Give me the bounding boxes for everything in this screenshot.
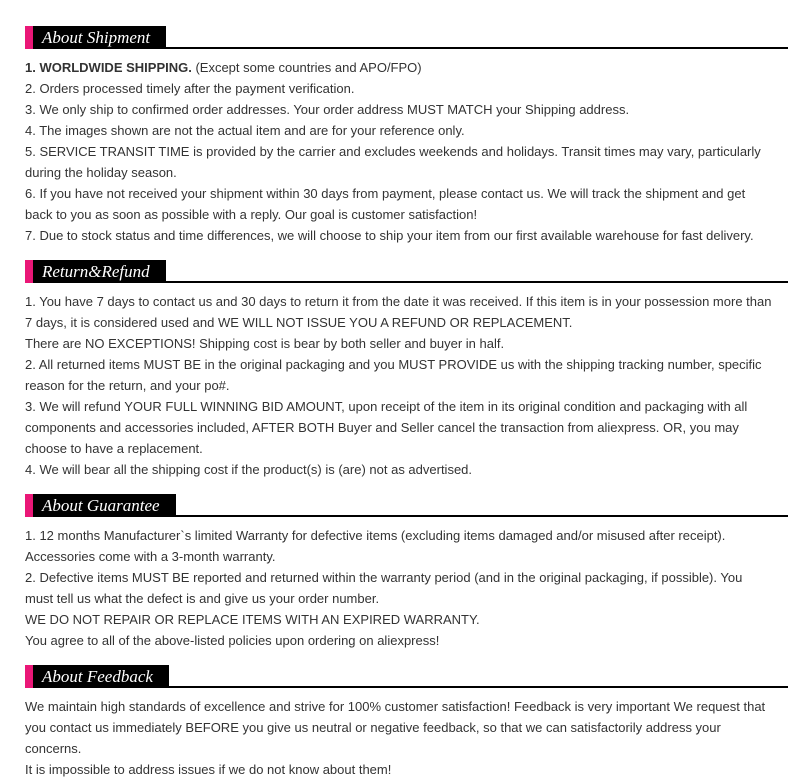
section-header <box>25 260 788 283</box>
header-rule <box>176 494 788 517</box>
section-about-feedback <box>25 665 788 780</box>
policy-text <box>25 333 773 354</box>
text-segment: 4. The images shown are not the actual item and are for your reference only. <box>25 123 465 138</box>
accent-bar <box>25 26 33 49</box>
text-segment: There are NO EXCEPTIONS! Shipping cost is bear by both seller and buyer in half. <box>25 336 505 351</box>
text-segment: 4. We will bear all the shipping cost if the product(s) is (are) not as advertised. <box>25 462 473 477</box>
section-title: About Feedback <box>33 665 169 688</box>
text-segment: 7. Due to stock status and time differences, we will choose to ship your item from our first available warehouse for fast delivery. <box>25 228 754 243</box>
text-segment: We maintain high standards of excellence and strive for 100% customer satisfaction! Feedback is very important We request that you contact us immediately BEFORE you give us neutral or negative feedback, so that we can satisfactorily address your concerns. <box>25 699 766 756</box>
policy-text <box>25 78 773 99</box>
policy-text <box>25 396 773 459</box>
section-body <box>25 696 788 780</box>
text-segment: 2. Orders processed timely after the payment verification. <box>25 81 355 96</box>
policy-text <box>25 759 773 780</box>
policy-text <box>25 459 773 480</box>
accent-bar <box>25 665 33 688</box>
policy-text <box>25 354 773 396</box>
text-segment: 1. 12 months Manufacturer`s limited Warranty for defective items (excluding items damaged and/or misused after receipt). Accessories come with a 3-month warranty. <box>25 528 726 564</box>
section-body <box>25 291 788 480</box>
text-segment: You agree to all of the above-listed policies upon ordering on aliexpress! <box>25 633 440 648</box>
text-segment: 2. Defective items MUST BE reported and returned within the warranty period (and in the original packaging, if possible). You must tell us what the defect is and give us your order number. <box>25 570 743 606</box>
accent-bar <box>25 494 33 517</box>
text-segment: 3. We will refund YOUR FULL WINNING BID AMOUNT, upon receipt of the item in its original condition and packaging with all components and accessories included, AFTER BOTH Buyer and Seller cancel the transaction from aliexpress. OR, you may choose to have a replacement. <box>25 399 748 456</box>
section-title: About Guarantee <box>33 494 176 517</box>
text-segment: 5. SERVICE TRANSIT TIME is provided by the carrier and excludes weekends and holidays. Transit times may vary, particularly during the holiday season. <box>25 144 761 180</box>
section-about-shipment <box>25 26 788 246</box>
text-segment: 1. You have 7 days to contact us and 30 days to return it from the date it was received. If this item is in your possession more than 7 days, it is considered used and WE WILL NOT ISSUE YOU A REFUND OR REPLACEMENT. <box>25 294 772 330</box>
section-title: Return&Refund <box>33 260 166 283</box>
policy-text <box>25 141 773 183</box>
accent-bar <box>25 260 33 283</box>
header-rule <box>166 26 788 49</box>
policy-text <box>25 183 773 225</box>
text-segment: 6. If you have not received your shipment within 30 days from payment, please contact us. We will track the shipment and get back to you as soon as possible with a reply. Our goal is customer satisfaction! <box>25 186 746 222</box>
text-segment: 1. WORLDWIDE SHIPPING. <box>25 60 192 75</box>
text-segment: It is impossible to address issues if we do not know about them! <box>25 762 392 777</box>
policy-text <box>25 567 773 609</box>
header-rule <box>169 665 788 688</box>
section-title: About Shipment <box>33 26 166 49</box>
policy-text <box>25 291 773 333</box>
policy-text <box>25 99 773 120</box>
policy-text <box>25 225 773 246</box>
policy-text <box>25 630 773 651</box>
section-header <box>25 26 788 49</box>
text-segment: WE DO NOT REPAIR OR REPLACE ITEMS WITH AN EXPIRED WARRANTY. <box>25 612 480 627</box>
policy-text <box>25 525 773 567</box>
policy-text <box>25 57 773 78</box>
section-return-refund <box>25 260 788 480</box>
section-body <box>25 57 788 246</box>
policy-text <box>25 609 773 630</box>
section-body <box>25 525 788 651</box>
text-segment: 3. We only ship to confirmed order addresses. Your order address MUST MATCH your Shipping address. <box>25 102 630 117</box>
section-header <box>25 494 788 517</box>
section-header <box>25 665 788 688</box>
header-rule <box>166 260 788 283</box>
policy-text <box>25 120 773 141</box>
text-segment: (Except some countries and APO/FPO) <box>191 60 422 75</box>
section-about-guarantee <box>25 494 788 651</box>
text-segment: 2. All returned items MUST BE in the original packaging and you MUST PROVIDE us with the shipping tracking number, specific reason for the return, and your po#. <box>25 357 762 393</box>
policy-text <box>25 696 773 759</box>
